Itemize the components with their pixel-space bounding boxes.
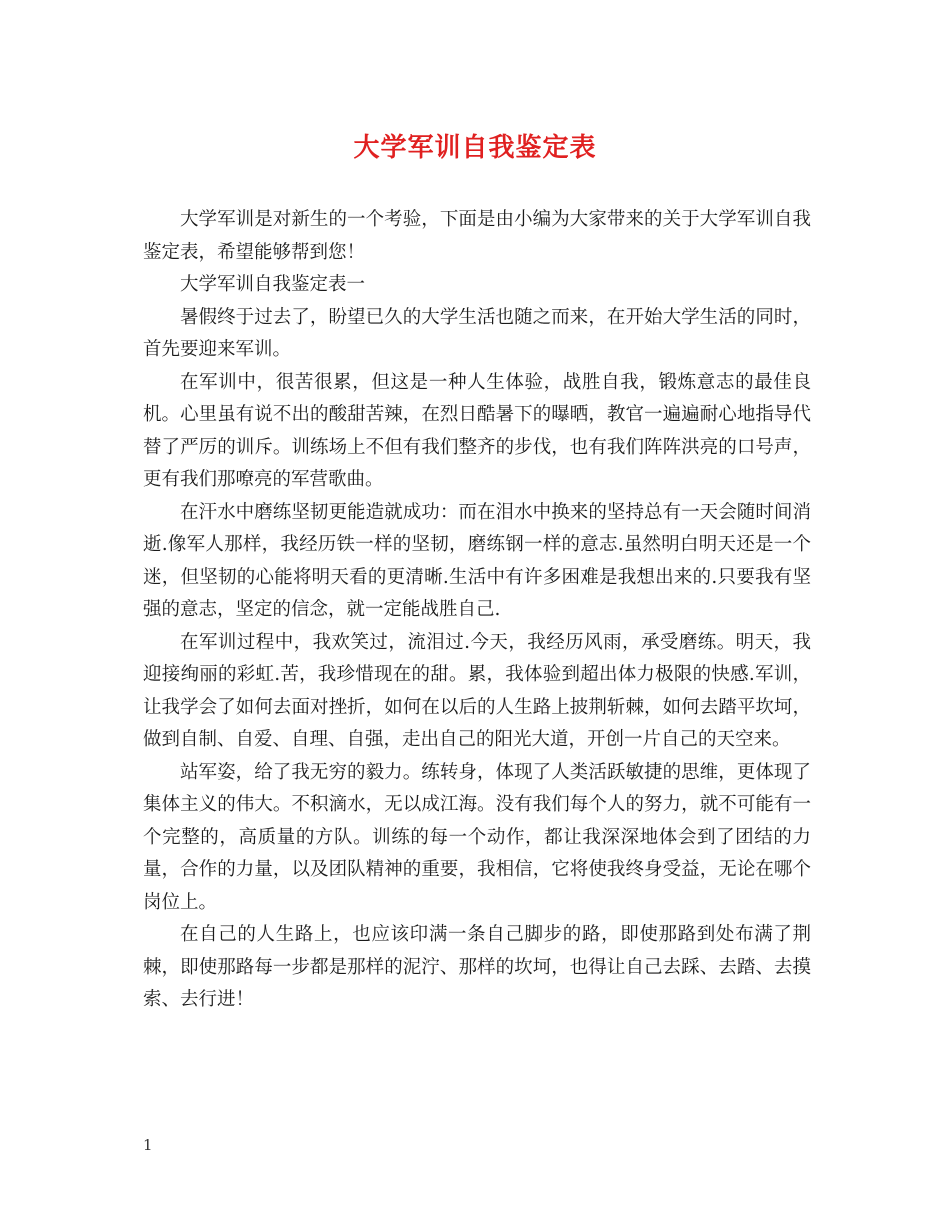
document-title: 大学军训自我鉴定表 [353, 133, 597, 163]
paragraph-intro: 大学军训是对新生的一个考验，下面是由小编为大家带来的关于大学军训自我鉴定表，希望能够帮到您！ [143, 209, 811, 263]
page-number: 1 [143, 1136, 153, 1154]
section-heading: 大学军训自我鉴定表一 [180, 274, 366, 295]
paragraph: 在军训过程中，我欢笑过，流泪过.今天，我经历风雨，承受磨练。明天，我迎接绚丽的彩虹.苦，我珍惜现在的甜。累，我体验到超出体力极限的快感.军训，让我学会了如何去面对挫折，如何在以后的人生路上披荆斩棘，如何去踏平坎坷，做到自制、自爱、自理、自强，走出自己的阳光大道，开创一片自己的天空来。 [143, 631, 811, 750]
paragraph: 在军训中，很苦很累，但这是一种人生体验，战胜自我，锻炼意志的最佳良机。心里虽有说不出的酸甜苦辣，在烈日酷暑下的曝晒，教官一遍遍耐心地指导代替了严厉的训斥。训练场上不但有我们整齐的步伐，也有我们阵阵洪亮的口号声，更有我们那嘹亮的军营歌曲。 [143, 371, 811, 490]
paragraph: 暑假终于过去了，盼望已久的大学生活也随之而来，在开始大学生活的同时，首先要迎来军训。 [143, 306, 811, 360]
paragraph: 站军姿，给了我无穷的毅力。练转身，体现了人类活跃敏捷的思维，更体现了集体主义的伟大。不积滴水，无以成江海。没有我们每个人的努力，就不可能有一个完整的，高质量的方队。训练的每一个动作，都让我深深地体会到了团结的力量，合作的力量，以及团队精神的重要，我相信，它将使我终身受益，无论在哪个岗位上。 [143, 761, 811, 913]
paragraph: 在自己的人生路上，也应该印满一条自己脚步的路，即使那路到处布满了荆棘，即使那路每一步都是那样的泥泞、那样的坎坷，也得让自己去踩、去踏、去摸索、去行进！ [143, 924, 811, 1010]
document-body [143, 204, 811, 1017]
paragraph: 在汗水中磨练坚韧更能造就成功：而在泪水中换来的坚持总有一天会随时间消逝.像军人那样，我经历铁一样的坚韧，磨练钢一样的意志.虽然明白明天还是一个迷，但坚韧的心能将明天看的更清晰.生活中有许多困难是我想出来的.只要我有坚强的意志，坚定的信念，就一定能战胜自己. [143, 501, 811, 620]
